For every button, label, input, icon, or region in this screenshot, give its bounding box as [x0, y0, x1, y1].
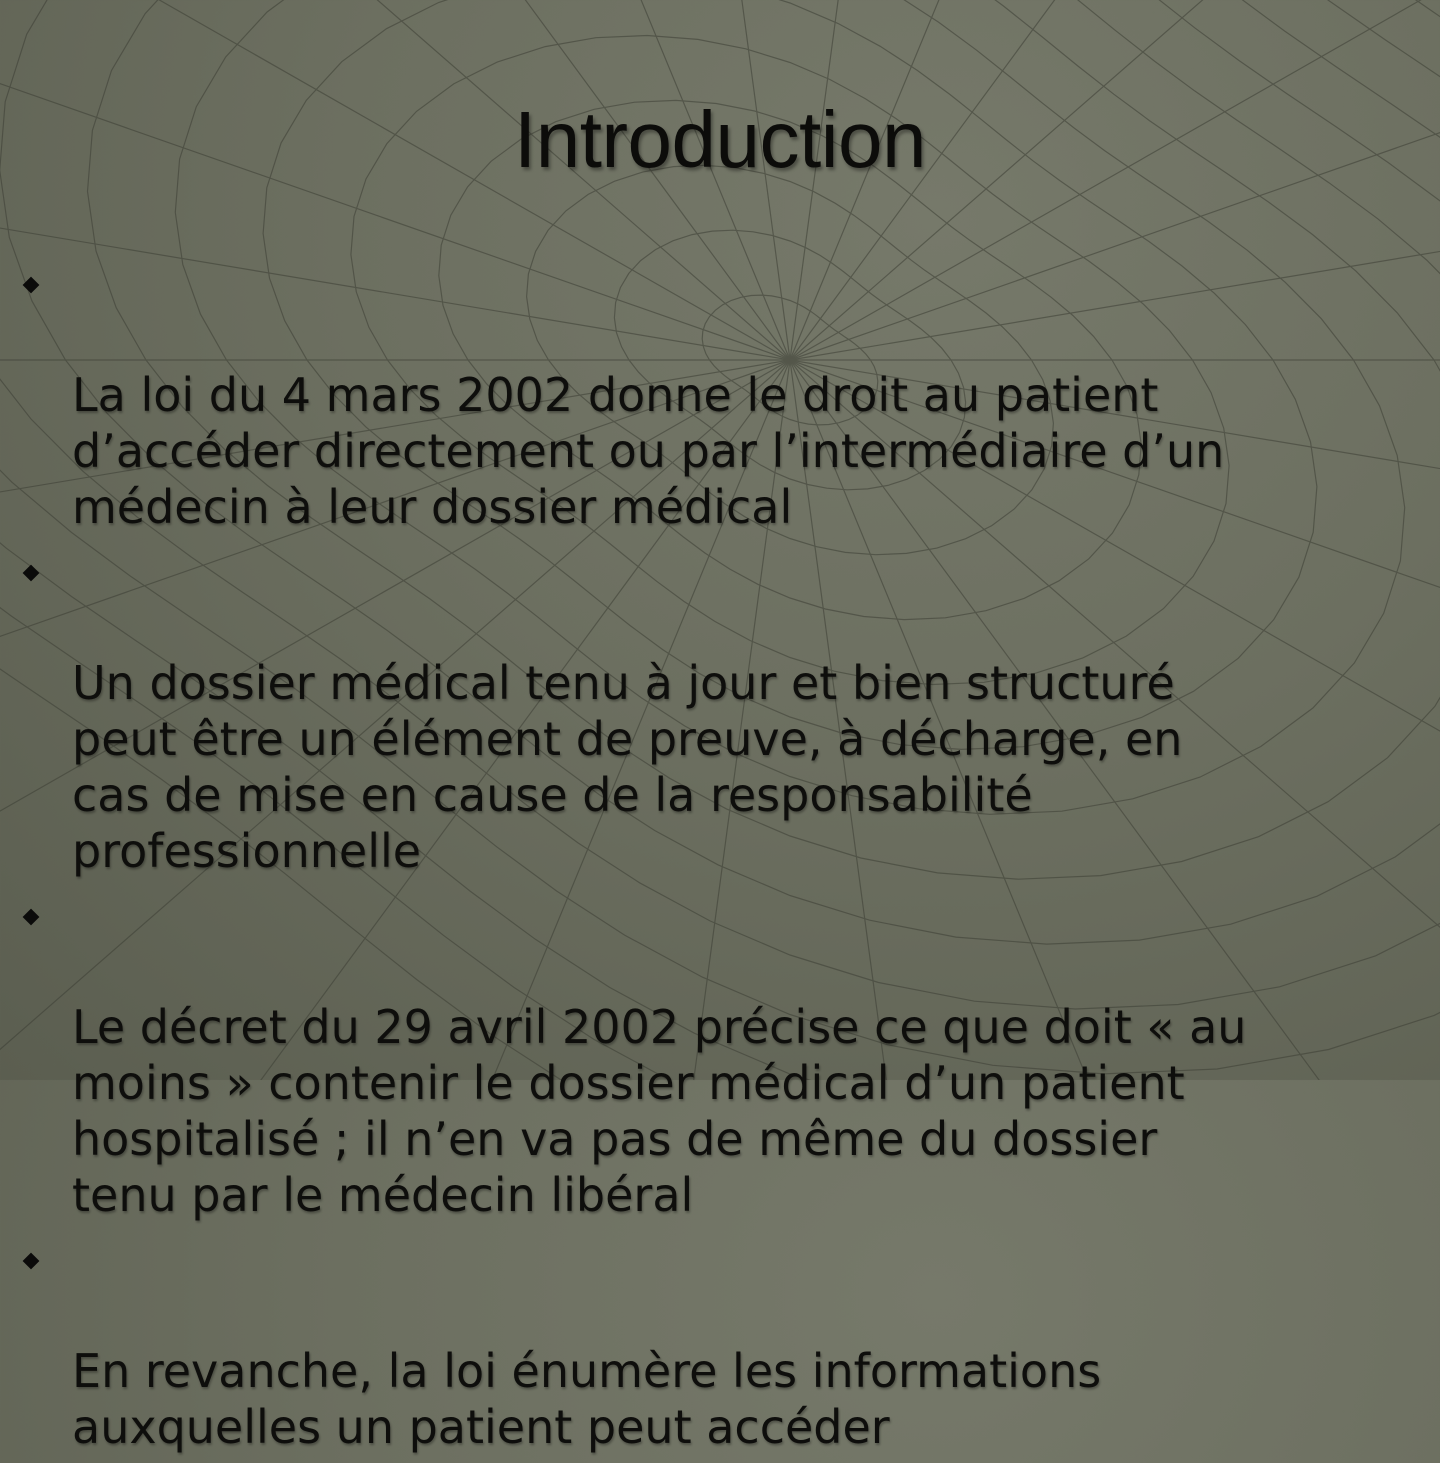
bullet-text: Le décret du 29 avril 2002 précise ce que doit « au moins » contenir le dossier médical d’un patient hospitalisé ; il n’en va pas de même du dossier tenu par le médecin libéral: [72, 1000, 1246, 1222]
bullet-text: En revanche, la loi énumère les informations auxquelles un patient peut accéder: [72, 1344, 1101, 1454]
bullet-text: La loi du 4 mars 2002 donne le droit au patient d’accéder directement ou par l’intermédiaire d’un médecin à leur dossier médical: [72, 368, 1224, 534]
diamond-bullet-icon: [23, 565, 40, 582]
bullet-item: [18, 887, 1428, 1223]
bullet-text: Un dossier médical tenu à jour et bien structuré peut être un élément de preuve, à décharge, en cas de mise en cause de la responsabilité professionnelle: [72, 656, 1182, 878]
diamond-bullet-icon: [23, 909, 40, 926]
bullet-item: [18, 255, 1428, 535]
slide-title: Introduction: [0, 92, 1440, 188]
bullet-item: [18, 1231, 1428, 1455]
bullet-list: [18, 255, 1428, 1463]
diamond-bullet-icon: [23, 277, 40, 294]
bullet-item: [18, 543, 1428, 879]
diamond-bullet-icon: [23, 1253, 40, 1270]
